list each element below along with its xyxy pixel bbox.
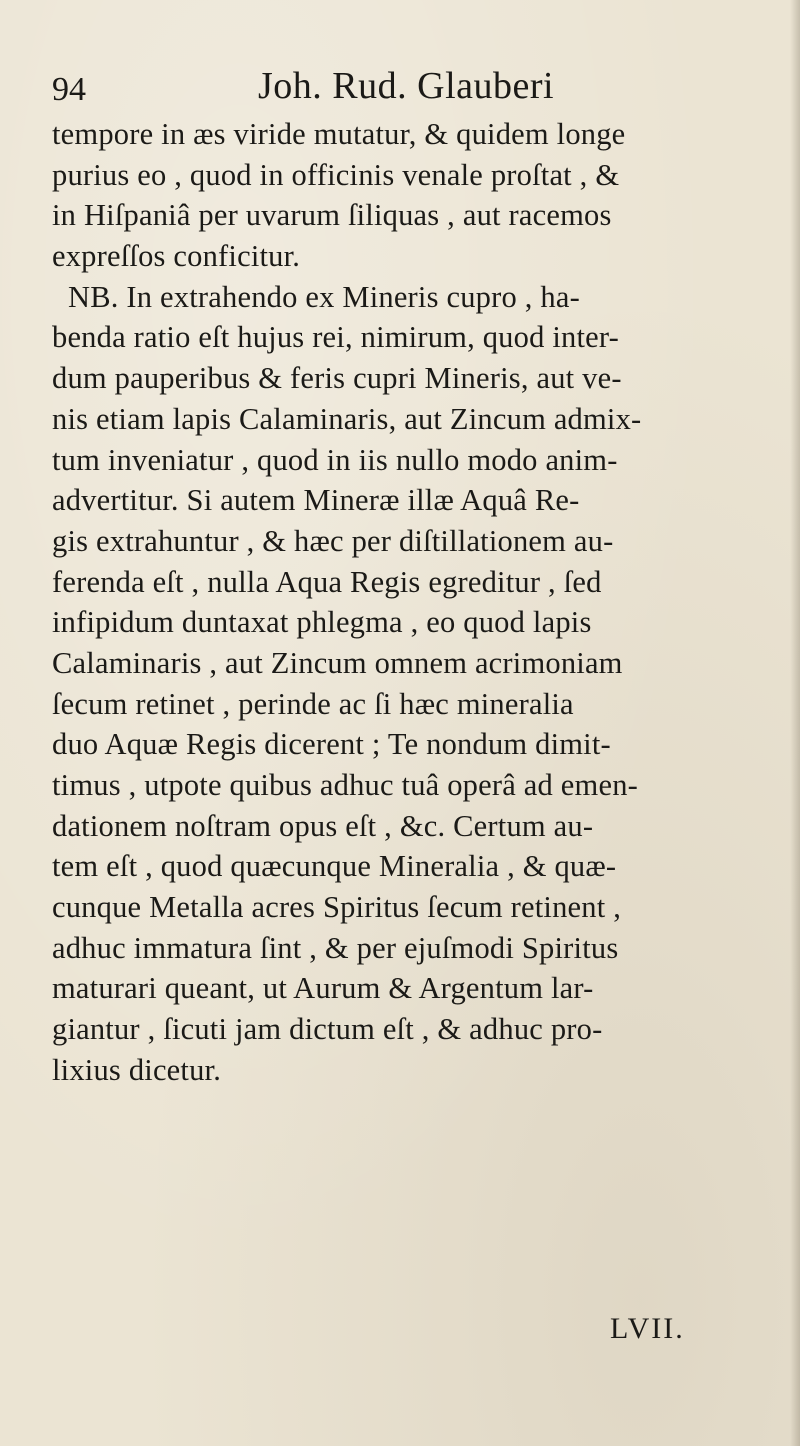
text-line: tem eſt , quod quæcunque Mineralia , & quæ- [52, 849, 617, 884]
text-line: benda ratio eſt hujus rei, nimirum, quod inter- [52, 320, 619, 355]
text-line: duo Aquæ Regis dicerent ; Te nondum dimit- [52, 727, 611, 762]
text-line: tum inveniatur , quod in iis nullo modo anim- [52, 442, 618, 477]
text-line: lixius dicetur. [52, 1052, 222, 1087]
catchword: LVII. [610, 1312, 685, 1345]
text-line: nis etiam lapis Calaminaris, aut Zincum admix- [52, 401, 642, 436]
text-line: in Hiſpaniâ per uvarum ſiliquas , aut racemos [52, 198, 612, 233]
text-line: timus , utpote quibus adhuc tuâ operâ ad emen- [52, 768, 639, 802]
body-text [52, 114, 792, 1091]
text-line: NB. In extrahendo ex Mineris cupro , ha- [68, 279, 580, 314]
text-line: giantur , ſicuti jam dictum eſt , & adhuc pro- [52, 1012, 603, 1047]
text-line: ferenda eſt , nulla Aqua Regis egreditur , ſed [52, 564, 602, 599]
text-line: adhuc immatura ſint , & per ejuſmodi Spiritus [52, 930, 619, 965]
text-line: gis extrahuntur , & hæc per diſtillationem au- [52, 523, 614, 558]
text-line: expreſſos conficitur. [52, 239, 301, 274]
text-line: tempore in æs viride mutatur, & quidem longe [52, 117, 626, 151]
text-line: Calaminaris , aut Zincum omnem acrimoniam [52, 645, 623, 680]
text-line: purius eo , quod in officinis venale proſtat , & [52, 157, 620, 192]
running-head: Joh. Rud. Glauberi [258, 65, 555, 107]
page-header [52, 66, 782, 110]
text-line: ſecum retinet , perinde ac ſi hæc mineralia [52, 686, 574, 721]
text-line: advertitur. Si autem Mineræ illæ Aquâ Re- [52, 483, 580, 518]
text-line: cunque Metalla acres Spiritus ſecum retinent , [52, 890, 622, 925]
text-line: maturari queant, ut Aurum & Argentum lar- [52, 971, 594, 1006]
text-line: dum pauperibus & feris cupri Mineris, aut ve- [52, 361, 622, 396]
page-number: 94 [52, 71, 86, 108]
text-line: dationem noſtram opus eſt , &c. Certum au- [52, 808, 594, 843]
text-line: infipidum duntaxat phlegma , eo quod lapis [52, 605, 592, 640]
